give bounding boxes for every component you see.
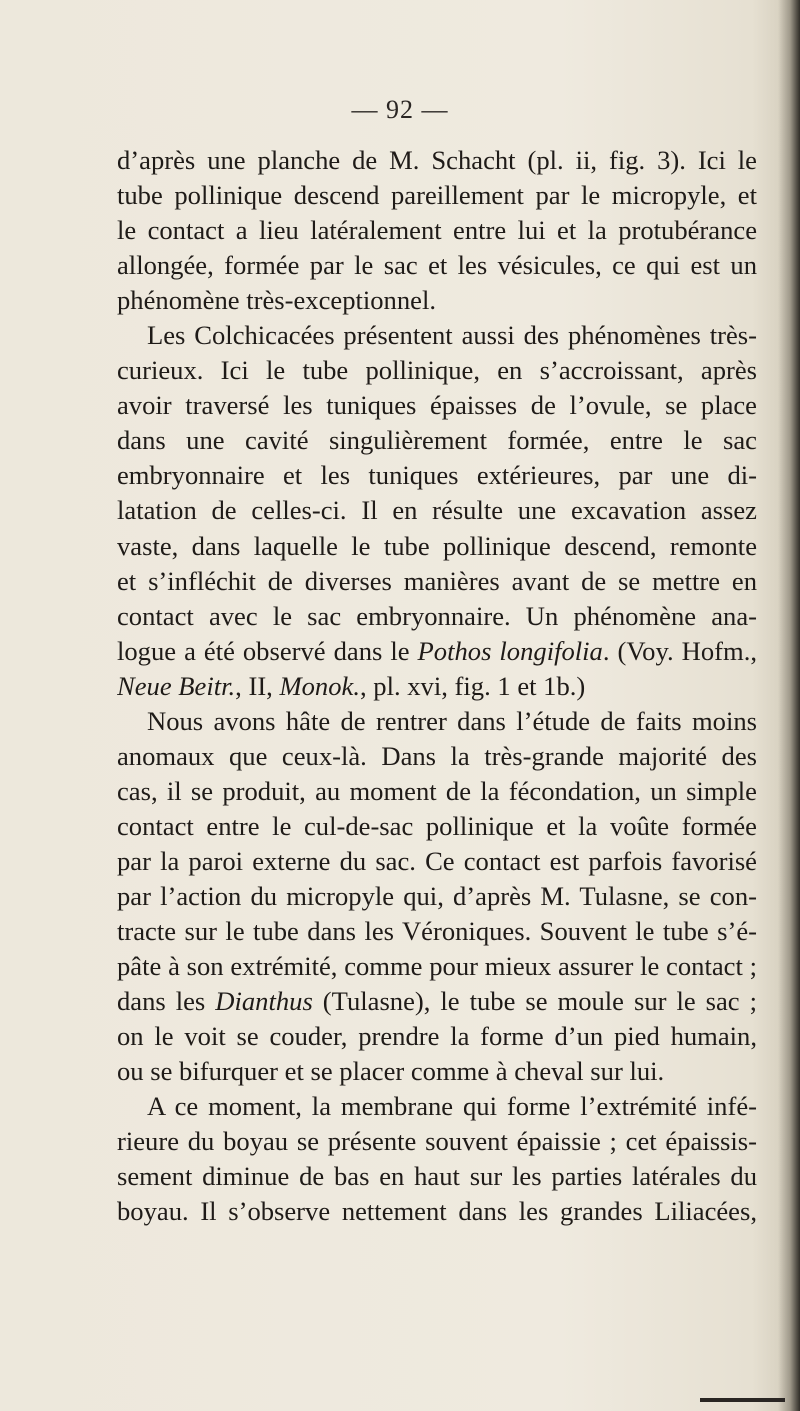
- text-line: [117, 1054, 757, 1089]
- text-line: [117, 914, 757, 949]
- italic-text: Pothos longifolia: [417, 635, 603, 666]
- text-segment: Les Colchicacées présentent aussi des phénomènes très-: [147, 320, 757, 351]
- text-line: [117, 318, 757, 353]
- text-segment: pâte à son extrémité, comme pour mieux assurer le contact ;: [117, 951, 757, 982]
- text-line: [117, 1124, 757, 1159]
- text-line: [117, 809, 757, 844]
- text-line: [117, 564, 757, 599]
- text-segment: A ce moment, la membrane qui forme l’extrémité infé-: [147, 1091, 757, 1122]
- text-segment: tracte sur le tube dans les Véroniques. Souvent le tube s’é-: [117, 916, 757, 947]
- text-line: [117, 844, 757, 879]
- text-segment: tube pollinique descend pareillement par le micropyle, et: [117, 180, 757, 211]
- italic-text: Neue Beitr.: [117, 670, 236, 701]
- text-line: [117, 879, 757, 914]
- scan-edge-mark: [700, 1398, 785, 1402]
- page-edge-shadow: [778, 0, 800, 1411]
- text-segment: anomaux que ceux-là. Dans la très-grande majorité des: [117, 740, 757, 771]
- text-segment: embryonnaire et les tuniques extérieures, par une di-: [117, 460, 757, 491]
- text-segment: phénomène très-exceptionnel.: [117, 285, 436, 316]
- text-segment: avoir traversé les tuniques épaisses de l’ovule, se place: [117, 390, 757, 421]
- text-segment: dans une cavité singulièrement formée, entre le sac: [117, 425, 757, 456]
- text-segment: on le voit se couder, prendre la forme d’un pied humain,: [117, 1021, 757, 1052]
- text-line: [117, 1159, 757, 1194]
- text-line: [117, 493, 757, 528]
- text-segment: d’après une planche de M. Schacht (pl. ii, fig. 3). Ici le: [117, 145, 757, 175]
- text-segment: Nous avons hâte de rentrer dans l’étude de faits moins: [147, 705, 757, 736]
- text-segment: , II,: [235, 670, 280, 701]
- text-line: [117, 599, 757, 634]
- text-line: [117, 669, 757, 704]
- text-segment: logue a été observé dans le: [117, 635, 418, 666]
- text-line: [117, 1019, 757, 1054]
- text-line: [117, 1194, 757, 1229]
- text-segment: sement diminue de bas en haut sur les parties latérales du: [117, 1161, 757, 1192]
- italic-text: Monok.: [279, 670, 360, 701]
- text-segment: par l’action du micropyle qui, d’après M. Tulasne, se con-: [117, 880, 757, 911]
- text-segment: ou se bifurquer et se placer comme à cheval sur lui.: [117, 1056, 665, 1087]
- text-segment: dans les: [117, 986, 216, 1017]
- text-segment: rieure du boyau se présente souvent épaissie ; cet épaissis-: [117, 1126, 757, 1157]
- text-line: [117, 634, 757, 669]
- text-segment: contact avec le sac embryonnaire. Un phénomène ana-: [117, 600, 757, 631]
- text-line: [117, 353, 757, 388]
- text-line: [117, 1089, 757, 1124]
- body-text: [117, 143, 757, 1229]
- text-line: [117, 704, 757, 739]
- text-segment: le contact a lieu latéralement entre lui et la protubérance: [117, 215, 757, 246]
- text-line: [117, 458, 757, 493]
- text-segment: , pl. xvi, fig. 1 et 1b.): [359, 670, 586, 701]
- text-segment: vaste, dans laquelle le tube pollinique descend, remonte: [117, 530, 757, 561]
- text-line: [117, 949, 757, 984]
- text-segment: . (Voy. Hofm.,: [602, 635, 757, 666]
- text-line: [117, 529, 757, 564]
- italic-text: Dianthus: [215, 986, 313, 1017]
- text-segment: boyau. Il s’observe nettement dans les grandes Liliacées,: [117, 1196, 757, 1227]
- text-segment: allongée, formée par le sac et les vésicules, ce qui est un: [117, 250, 757, 281]
- text-line: [117, 143, 757, 178]
- text-segment: par la paroi externe du sac. Ce contact est parfois favorisé: [117, 845, 757, 876]
- text-line: [117, 388, 757, 423]
- text-line: [117, 984, 757, 1019]
- text-segment: (Tulasne), le tube se moule sur le sac ;: [312, 986, 757, 1017]
- text-line: [117, 178, 757, 213]
- text-line: [117, 213, 757, 248]
- text-segment: contact entre le cul-de-sac pollinique et la voûte formée: [117, 810, 757, 841]
- text-line: [117, 739, 757, 774]
- page-number: — 92 —: [351, 95, 449, 124]
- text-segment: curieux. Ici le tube pollinique, en s’accroissant, après: [117, 355, 757, 386]
- text-segment: latation de celles-ci. Il en résulte une excavation assez: [117, 495, 757, 526]
- text-segment: cas, il se produit, au moment de la fécondation, un simple: [117, 775, 757, 806]
- text-segment: et s’infléchit de diverses manières avant de se mettre en: [117, 565, 757, 596]
- text-line: [117, 774, 757, 809]
- text-line: [117, 248, 757, 283]
- text-line: [117, 423, 757, 458]
- text-line: [117, 283, 757, 318]
